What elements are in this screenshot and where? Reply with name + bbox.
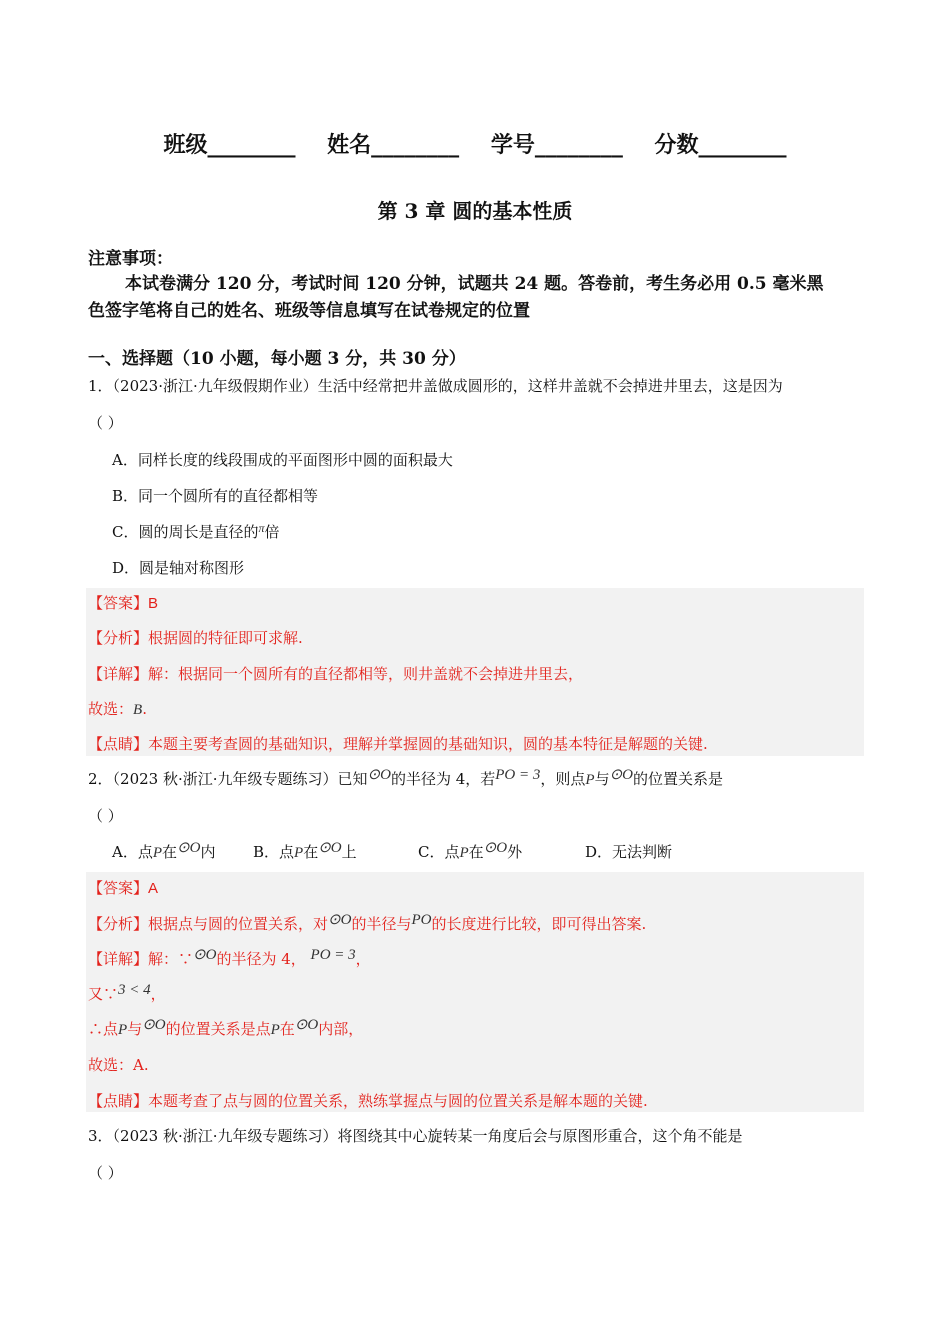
choose-value: B	[133, 702, 143, 718]
analysis-text: 的长度进行比较，即可得出答案.	[431, 915, 647, 933]
question-stem: 3．（2023 秋·浙江·九年级专题练习）将图绕其中心旋转某一角度后会与原图形重合，这个角不能是	[88, 1127, 743, 1145]
notice-line: 色签字笔将自己的姓名、班级等信息填写在试卷规定的位置	[88, 301, 530, 321]
option-text: 在	[468, 843, 484, 861]
analysis-tag: 【分析】	[88, 629, 149, 647]
option-text: C．点	[418, 843, 460, 861]
stem-text: ，则点	[540, 770, 586, 788]
detail-text: 解：∵	[148, 950, 194, 968]
answer-value: B	[148, 595, 159, 612]
detail-line	[88, 949, 371, 970]
answer-paren: （ ）	[88, 1164, 123, 1182]
stem-text: 与	[594, 770, 610, 788]
option-a[interactable]: A．同样长度的线段围成的平面图形中圆的面积最大	[112, 451, 453, 469]
math-po: PO	[411, 912, 432, 928]
student-id-field[interactable]: 学号________	[490, 132, 623, 158]
student-info-fields	[0, 128, 950, 159]
comment-tag: 【点睛】	[88, 735, 149, 753]
option-d[interactable]: D．无法判断	[585, 843, 673, 861]
circle-o-symbol: ⊙O	[142, 1017, 166, 1033]
option-a[interactable]	[112, 842, 215, 863]
answer-paren: （ ）	[88, 807, 123, 825]
stem-text: 的半径为 4，若	[390, 770, 496, 788]
math-po3: PO = 3	[495, 767, 541, 783]
option-text: 上	[341, 843, 357, 861]
circle-o-symbol: ⊙O	[294, 1017, 319, 1033]
option-text: B．点	[253, 843, 295, 861]
analysis-line	[88, 628, 303, 648]
choose-line: 故选：B.	[88, 700, 147, 718]
option-text: 在	[162, 843, 178, 861]
question-stem	[88, 769, 723, 790]
answer-tag: 【答案】	[88, 594, 149, 612]
class-field[interactable]: 班级________	[163, 132, 296, 158]
analysis-line	[88, 914, 646, 935]
detail-tag: 【详解】	[88, 950, 149, 968]
math-p: P	[585, 772, 595, 788]
detail-text: ，	[150, 985, 166, 1003]
choose-line: 故选：A.	[88, 1056, 149, 1074]
question-stem: 1．（2023·浙江·九年级假期作业）生活中经常把井盖做成圆形的，这样井盖就不会掉进井里去，这是因为	[88, 377, 783, 395]
solution-block	[86, 872, 864, 1112]
detail-text: 与	[127, 1020, 143, 1038]
detail-text: 解：根据同一个圆所有的直径都相等，则井盖就不会掉进井里去，	[148, 665, 584, 683]
detail-line	[88, 1019, 363, 1040]
pi-symbol: π	[258, 521, 265, 535]
notice-line: 本试卷满分 120 分，考试时间 120 分钟，试题共 24 题。答卷前，考生务必用 0.5 毫米黑	[125, 274, 824, 294]
math-p: P	[459, 845, 469, 861]
circle-o-symbol: ⊙O	[177, 840, 201, 856]
choose-text: 故选：	[88, 700, 134, 718]
option-text: 在	[303, 843, 319, 861]
answer-line	[88, 878, 158, 899]
answer-tag: 【答案】	[88, 879, 149, 897]
option-c[interactable]	[418, 842, 522, 863]
option-b[interactable]	[253, 842, 357, 863]
section-heading: 一、选择题（10 小题，每小题 3 分，共 30 分）	[88, 349, 466, 369]
circle-o-symbol: ⊙O	[609, 767, 633, 783]
name-field[interactable]: 姓名________	[327, 132, 460, 158]
stem-text: 2．（2023 秋·浙江·九年级专题练习）已知	[88, 770, 368, 788]
detail-tag: 【详解】	[88, 665, 149, 683]
detail-text: ，	[355, 950, 371, 968]
detail-text: 内部，	[318, 1020, 364, 1038]
stem-text: 的位置关系是	[632, 770, 723, 788]
option-c[interactable]	[112, 522, 280, 543]
circle-o-symbol: ⊙O	[193, 947, 217, 963]
notice-heading: 注意事项：	[88, 249, 173, 269]
math-p: P	[152, 845, 163, 861]
detail-text: ∴点	[88, 1020, 119, 1038]
detail-line	[88, 664, 583, 684]
answer-line	[88, 593, 158, 614]
comment-text: 本题主要考查圆的基础知识，理解并掌握圆的基础知识，圆的基本特征是解题的关键.	[148, 735, 708, 753]
analysis-tag: 【分析】	[88, 915, 149, 933]
analysis-text: 根据圆的特征即可求解.	[148, 629, 303, 647]
comment-line	[88, 1091, 648, 1111]
math-p: P	[118, 1022, 128, 1038]
detail-text: 的半径为 4，	[216, 950, 306, 968]
math-p: P	[294, 845, 304, 861]
option-d[interactable]: D．圆是轴对称图形	[112, 559, 245, 577]
math-po3: PO = 3	[310, 947, 356, 963]
option-text: 外	[507, 843, 523, 861]
detail-line	[88, 984, 166, 1005]
detail-text: 又∵	[88, 985, 119, 1003]
circle-o-symbol: ⊙O	[318, 840, 342, 856]
detail-text: 在	[279, 1020, 295, 1038]
math-3-lt-4: 3 < 4	[118, 982, 151, 998]
circle-o-symbol: ⊙O	[483, 840, 508, 856]
detail-text: 的位置关系是点	[165, 1020, 271, 1038]
comment-tag: 【点睛】	[88, 1092, 149, 1110]
answer-paren: （ ）	[88, 414, 123, 432]
circle-o-symbol: ⊙O	[328, 912, 352, 928]
comment-line	[88, 734, 708, 754]
analysis-text: 的半径与	[351, 915, 412, 933]
analysis-text: 根据点与圆的位置关系，对	[148, 915, 329, 933]
option-text: C．圆的周长是直径的	[112, 523, 259, 541]
option-b[interactable]: B．同一个圆所有的直径都相等	[112, 487, 319, 505]
comment-text: 本题考查了点与圆的位置关系，熟练掌握点与圆的位置关系是解本题的关键.	[148, 1092, 648, 1110]
circle-o-symbol: ⊙O	[367, 767, 391, 783]
answer-value: A	[148, 880, 159, 897]
score-field[interactable]: 分数________	[654, 132, 787, 158]
option-text: 倍	[264, 523, 280, 541]
option-text: 内	[200, 843, 216, 861]
page-title: 第 3 章 圆的基本性质	[377, 199, 573, 223]
option-text: A．点	[112, 843, 153, 861]
math-p: P	[270, 1022, 280, 1038]
